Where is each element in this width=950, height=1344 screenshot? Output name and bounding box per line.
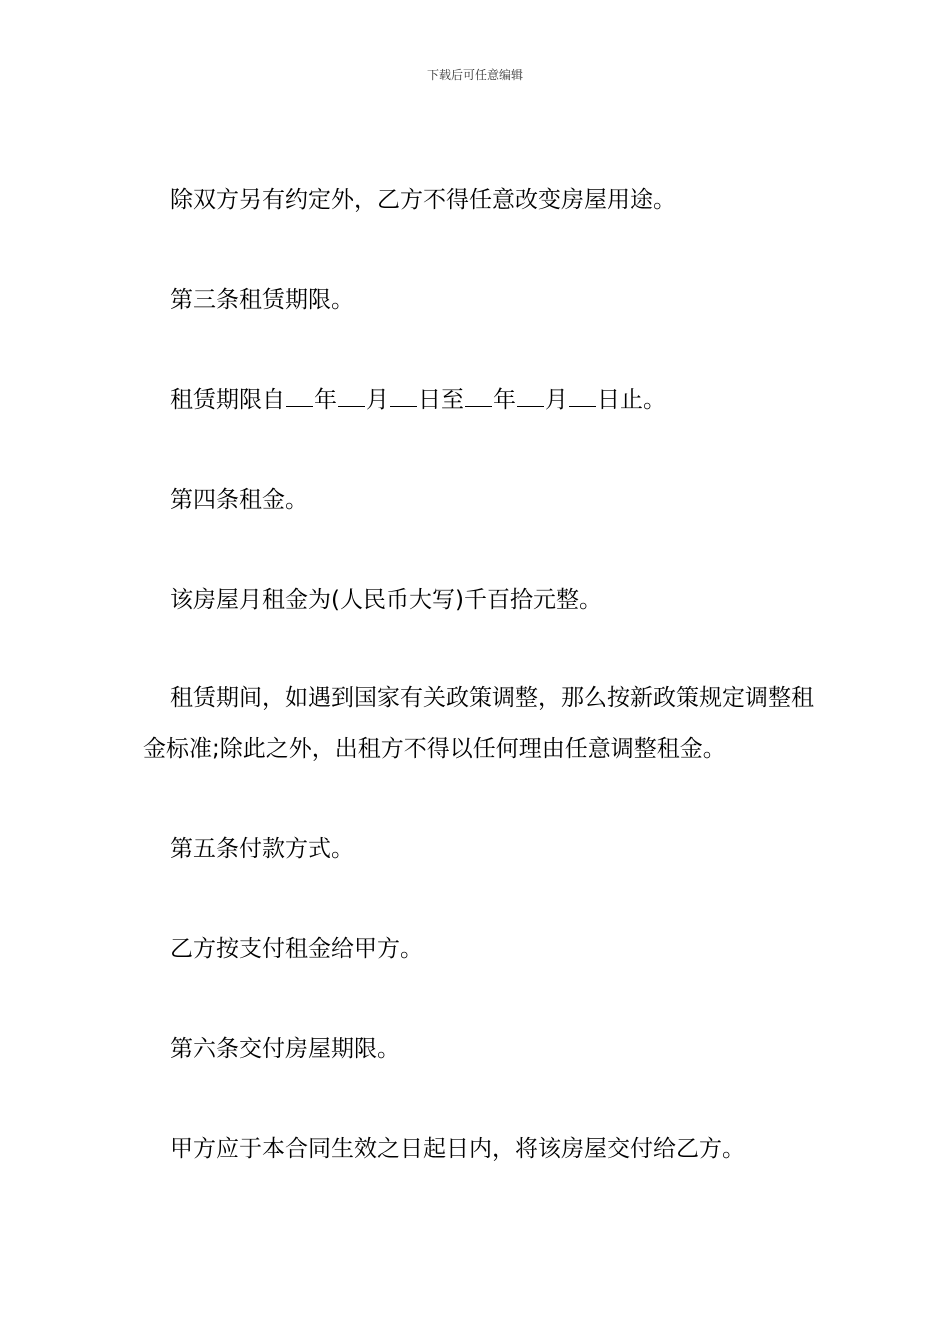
heading-article-3-lease-term: 第三条租赁期限。 [170,287,354,313]
page-header-note: 下载后可任意编辑 [426,68,523,82]
lease-period-text-end-month: 月 [545,387,568,413]
paragraph-delivery-term: 甲方应于本合同生效之日起日内，将该房屋交付给乙方。 [170,1136,745,1162]
blank-end-month [517,386,544,407]
paragraph-payment-method: 乙方按支付租金给甲方。 [170,936,423,962]
lease-period-text-end-day: 日止。 [597,387,666,413]
lease-period-text-month: 月 [366,387,389,413]
blank-start-month [338,386,365,407]
paragraph-monthly-rent: 该房屋月租金为(人民币大写)千百拾元整。 [170,587,602,613]
lease-period-text-from: 租赁期限自 [170,387,285,413]
heading-article-6-delivery: 第六条交付房屋期限。 [170,1036,400,1062]
paragraph-lease-period [143,375,823,425]
lease-period-text-day-to: 日至 [418,387,464,413]
blank-start-year [286,386,313,407]
paragraph-rent-adjustment: 租赁期间，如遇到国家有关政策调整，那么按新政策规定调整租金标准;除此之外，出租方不得以任何理由任意调整租金。 [143,685,814,762]
lease-period-text-end-year: 年 [493,387,516,413]
heading-article-5-payment: 第五条付款方式。 [170,836,354,862]
paragraph-usage-restriction: 除双方另有约定外，乙方不得任意改变房屋用途。 [170,187,676,213]
blank-end-day [569,386,596,407]
lease-period-text-year: 年 [314,387,337,413]
blank-end-year [465,386,492,407]
heading-article-4-rent: 第四条租金。 [170,487,308,513]
blank-start-day [390,386,417,407]
